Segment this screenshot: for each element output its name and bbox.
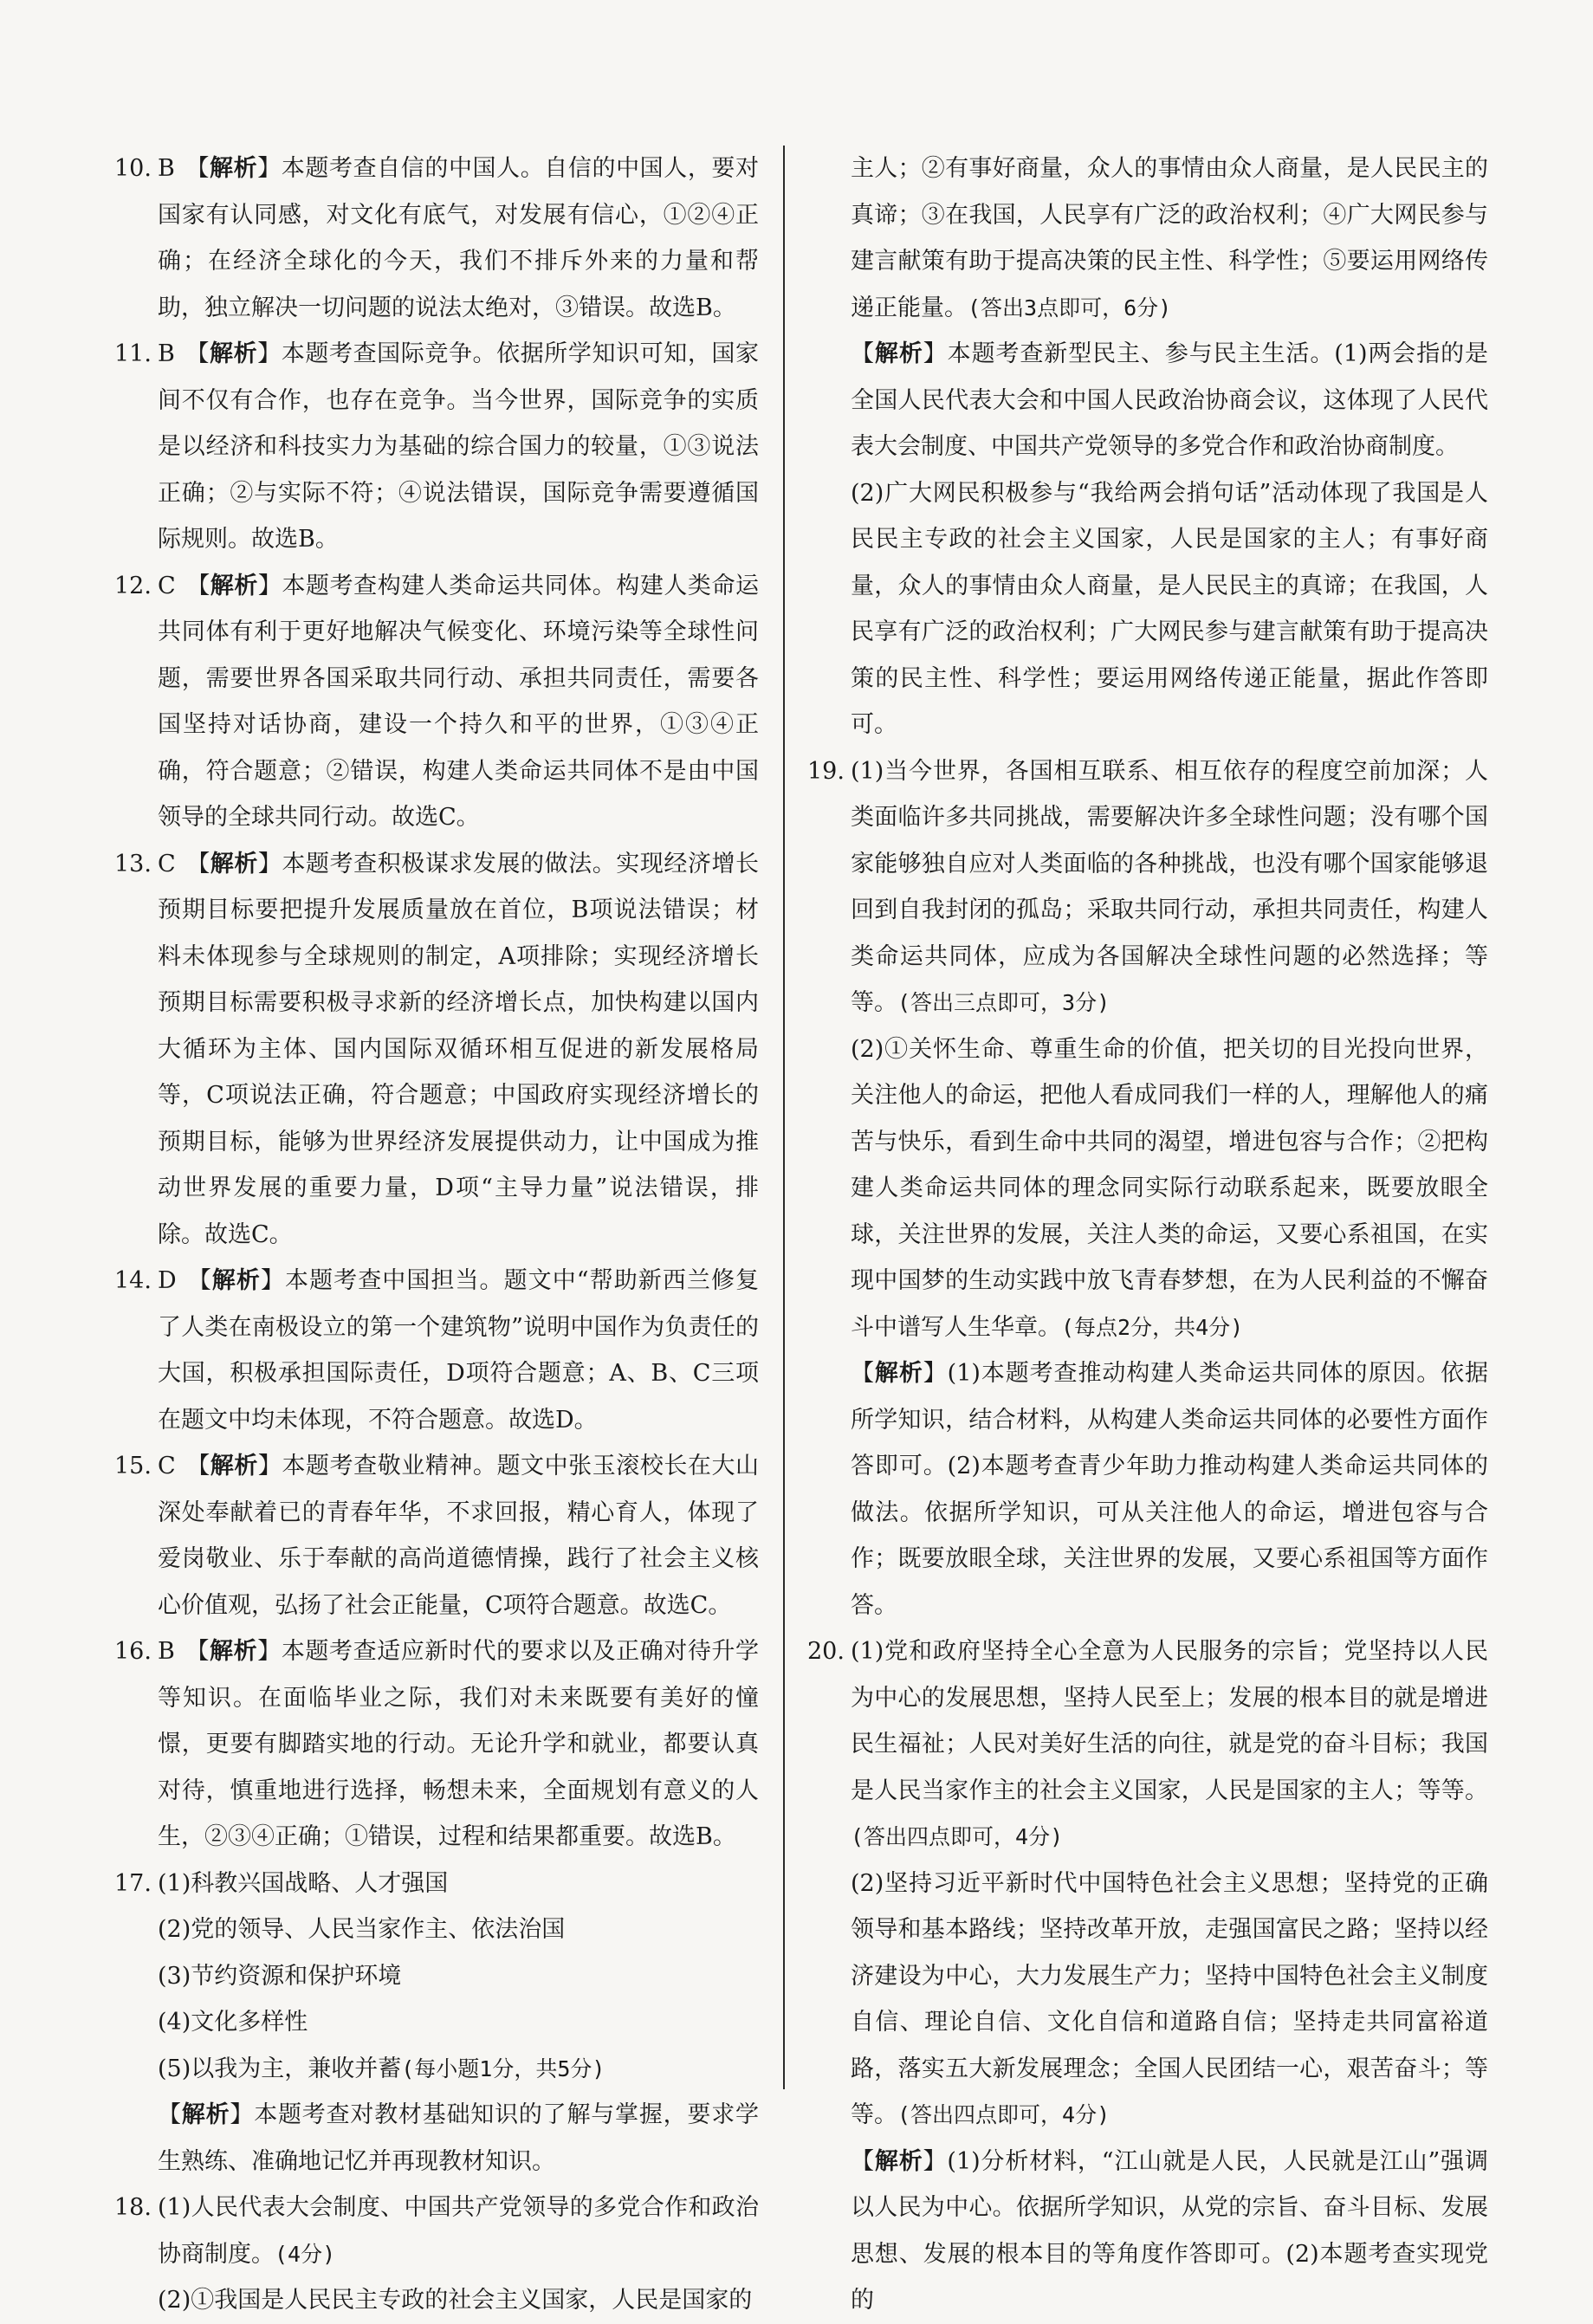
- analysis-tag: 解析: [181, 2101, 230, 2128]
- analysis-tag: 解析: [874, 2147, 923, 2175]
- analysis-tag: 解析: [210, 1453, 258, 1479]
- score-note: (答出四点即可，4分): [851, 1824, 1064, 1849]
- answer-q20-part2: (2)坚持习近平新时代中国特色社会主义思想；坚持党的正确领导和基本路线；坚持改革开放，走强国富民之路；坚持以经济建设为中心，大力发展生产力；坚持中国特色社会主义制度自信、理论自信、文化自信和道路自信；坚持走共同富裕道路，落实五大新发展理念；全国人民团结一心，艰苦奋斗；等等。(答出四点即可，4分): [851, 1869, 1488, 2128]
- answer-q10: 10. B 【解析】本题考查自信的中国人。自信的中国人，要对国家有认同感，对文化有底气，对发展有信心，①②④正确；在经济全球化的今天，我们不排斥外来的力量和帮助，独立解决一切问题的说法太绝对，③错误。故选B。: [114, 155, 760, 321]
- analysis-tag: 解析: [874, 1360, 923, 1387]
- answer-q18-part2-cont: 主人；②有事好商量，众人的事情由众人商量，是人民民主的真谛；③在我国，人民享有广泛的政治权利；④广大网民参与建言献策有助于提高决策的民主性、科学性；⑤要运用网络传递正能量。(答出3点即可，6分): [851, 155, 1488, 321]
- analysis-tag: 解析: [210, 850, 258, 877]
- left-column: [114, 146, 759, 2324]
- analysis-tag: 解析: [874, 340, 923, 367]
- analysis-q18-part1: 【解析】本题考查新型民主、参与民主生活。(1)两会指的是全国人民代表大会和中国人民政治协商会议，这体现了人民代表大会制度、中国共产党领导的多党合作和政治协商制度。: [851, 340, 1489, 460]
- answer-q18: 18. (1)人民代表大会制度、中国共产党领导的多党合作和政治协商制度。(4分): [114, 2194, 759, 2268]
- score-note: (每点2分，共4分): [1061, 1314, 1244, 1340]
- answer-q20: 20. (1)党和政府坚持全心全意为人民服务的宗旨；党坚持以人民为中心的发展思想，坚持人民至上；发展的根本目的就是增进民生福祉；人民对美好生活的向往，就是党的奋斗目标；我国是人民当家作主的社会主义国家，人民是国家的主人；等等。(答出四点即可，4分): [807, 1638, 1488, 1849]
- analysis-tag: 解析: [210, 340, 258, 367]
- analysis-q19: 【解析】(1)本题考查推动构建人类命运共同体的原因。依据所学知识，结合材料，从构建人类命运共同体的必要性方面作答即可。(2)本题考查青少年助力推动构建人类命运共同体的做法。依据所学知识，可从关注他人的命运，增进包容与合作；既要放眼全球，关注世界的发展，又要心系祖国等方面作答。: [851, 1360, 1489, 1619]
- analysis-q20: 【解析】(1)分析材料，“江山就是人民，人民就是江山”强调以人民为中心。依据所学知识，从党的宗旨、奋斗目标、发展思想、发展的根本目的等角度作答即可。(2)本题考查实现党的: [851, 2147, 1489, 2314]
- analysis-tag: 解析: [210, 572, 258, 599]
- answer-q17-item: (2)党的领导、人民当家作主、依法治国: [158, 1916, 566, 1943]
- score-note: (答出四点即可，4分): [897, 2102, 1111, 2127]
- answer-q12: 12. C 【解析】本题考查构建人类命运共同体。构建人类命运共同体有利于更好地解决气候变化、环境污染等全球性问题，需要世界各国采取共同行动、承担共同责任，需要各国坚持对话协商，建设一个持久和平的世界，①③④正确，符合题意；②错误，构建人类命运共同体不是由中国领导的全球共同行动。故选C。: [114, 572, 760, 831]
- answer-q15: 15. C 【解析】本题考查敬业精神。题文中张玉滚校长在大山深处奉献着已的青春年华，不求回报，精心育人，体现了爱岗敬业、乐于奉献的高尚道德情操，践行了社会主义核心价值观，弘扬了社会正能量，C项符合题意。故选C。: [114, 1453, 760, 1619]
- answer-q19: 19. (1)当今世界，各国相互联系、相互依存的程度空前加深；人类面临许多共同挑战，需要解决许多全球性问题；没有哪个国家能够独自应对人类面临的各种挑战，也没有哪个国家能够退回到自我封闭的孤岛；采取共同行动，承担共同责任，构建人类命运共同体，应成为各国解决全球性问题的必然选择；等等。(答出三点即可，3分): [807, 757, 1488, 1016]
- answer-q17-item: (4)文化多样性: [158, 2009, 308, 2036]
- analysis-tag: 解析: [210, 1638, 258, 1665]
- answer-q17-item: (3)节约资源和保护环境: [158, 1962, 402, 1990]
- answer-q16: 16. B 【解析】本题考查适应新时代的要求以及正确对待升学等知识。在面临毕业之际，我们对未来既要有美好的憧憬，更要有脚踏实地的行动。无论升学和就业，都要认真对待，慎重地进行选择，畅想未来，全面规划有意义的人生，②③④正确；①错误，过程和结果都重要。故选B。: [114, 1638, 760, 1850]
- analysis-tag: 解析: [210, 155, 258, 182]
- answer-q19-part2: (2)①关怀生命、尊重生命的价值，把关切的目光投向世界，关注他人的命运，把他人看成同我们一样的人，理解他人的痛苦与快乐，看到生命中共同的渴望，增进包容与合作；②把构建人类命运共同体的理念同实际行动联系起来，既要放眼全球，关注世界的发展，关注人类的命运，又要心系祖国，在实现中国梦的生动实践中放飞青春梦想，在为人民利益的不懈奋斗中谱写人生华章。(每点2分，共4分): [851, 1035, 1488, 1341]
- column-divider: [783, 146, 785, 2089]
- score-note: (4分): [275, 2241, 336, 2267]
- analysis-tag: 解析: [211, 1267, 261, 1294]
- answer-q18-part2-start: (2)①我国是人民民主专政的社会主义国家，人民是国家的: [158, 2287, 753, 2314]
- answer-q13: 13. C 【解析】本题考查积极谋求发展的做法。实现经济增长预期目标要把提升发展质量放在首位，B项说法错误；材料未体现参与全球规则的制定，A项排除；实现经济增长预期目标需要积极寻求新的经济增长点，加快构建以国内大循环为主体、国内国际双循环相互促进的新发展格局等，C项说法正确，符合题意；中国政府实现经济增长的预期目标，能够为世界经济发展提供动力，让中国成为推动世界发展的重要力量，D项“主导力量”说法错误，排除。故选C。: [114, 850, 760, 1248]
- answer-q17: 17. (1)科教兴国战略、人才强国: [114, 1869, 449, 1897]
- answer-q11: 11. B 【解析】本题考查国际竞争。依据所学知识可知，国家间不仅有合作，也存在竞争。当今世界，国际竞争的实质是以经济和科技实力为基础的综合国力的较量，①③说法正确；②与实际不符；④说法错误，国际竞争需要遵循国际规则。故选B。: [114, 340, 760, 553]
- score-note: (答出3点即可，6分): [968, 295, 1172, 320]
- score-note: (每小题1分，共5分): [401, 2055, 605, 2081]
- analysis-q18-part2: (2)广大网民积极参与“我给两会捎句话”活动体现了我国是人民民主专政的社会主义国家，人民是国家的主人；有事好商量，众人的事情由众人商量，是人民民主的真谛；在我国，人民享有广泛的政治权利；广大网民参与建言献策有助于提高决策的民主性、科学性；要运用网络传递正能量，据此作答即可。: [851, 479, 1488, 738]
- right-column: [807, 146, 1488, 2324]
- score-note: (答出三点即可，3分): [897, 990, 1111, 1015]
- answer-q14: 14. D 【解析】本题考查中国担当。题文中“帮助新西兰修复了人类在南极设立的第一个建筑物”说明中国作为负责任的大国，积极承担国际责任，D项符合题意；A、B、C三项在题文中均未体现，不符合题意。故选D。: [114, 1267, 760, 1434]
- analysis-q17: 【解析】本题考查对教材基础知识的了解与掌握，要求学生熟练、准确地记忆并再现教材知识。: [158, 2101, 760, 2175]
- answer-q17-item: (5)以我为主，兼收并蓄(每小题1分，共5分): [158, 2055, 605, 2082]
